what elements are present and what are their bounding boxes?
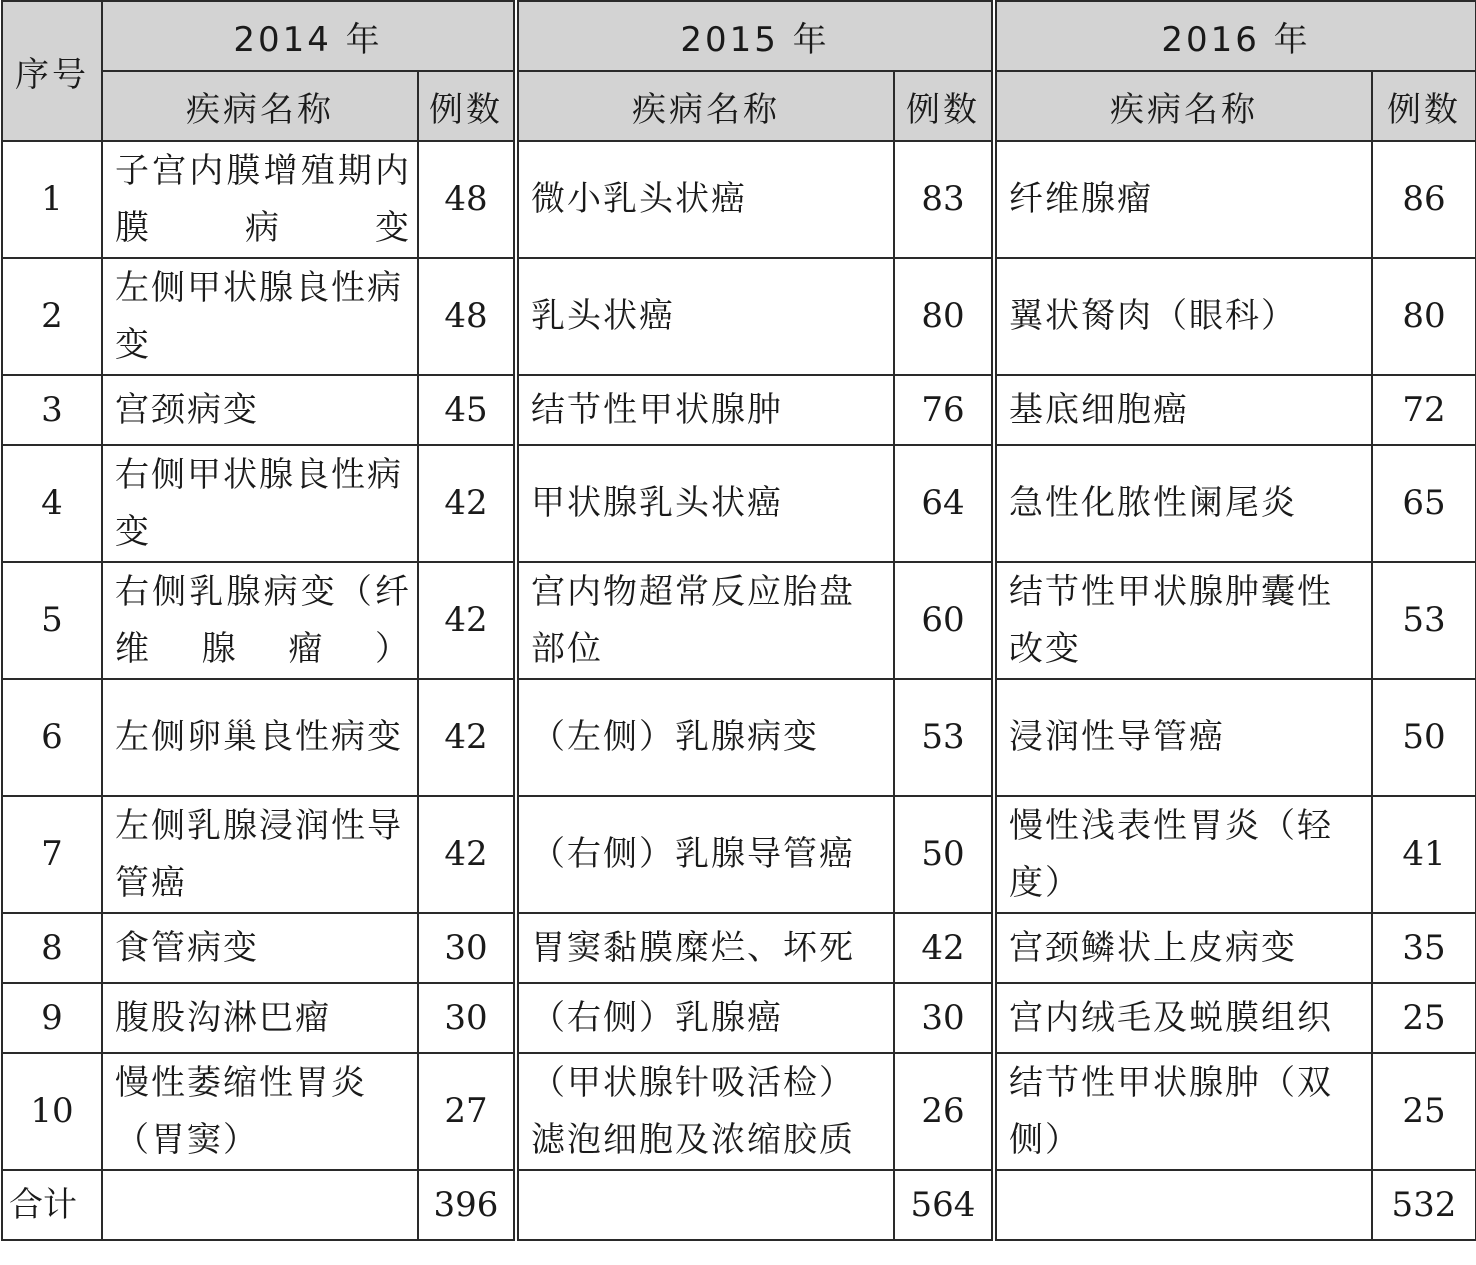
disease-name-2016: 浸润性导管癌: [994, 679, 1372, 796]
disease-name-2016: 宫颈鳞状上皮病变: [994, 913, 1372, 983]
count-2015: 76: [894, 375, 994, 445]
count-2015: 30: [894, 983, 994, 1053]
count-2016: 41: [1372, 796, 1476, 913]
count-2014: 42: [418, 796, 516, 913]
disease-name-2016: 翼状胬肉（眼科）: [994, 258, 1372, 375]
table-row: [2, 375, 1476, 445]
table-row: [2, 445, 1476, 562]
total-empty-2016: [994, 1170, 1372, 1240]
count-2014: 30: [418, 913, 516, 983]
disease-name-2015: 微小乳头状癌: [516, 141, 894, 258]
count-2016: 35: [1372, 913, 1476, 983]
row-index: 4: [2, 445, 102, 562]
disease-name-2015: 结节性甲状腺肿: [516, 375, 894, 445]
count-2016: 65: [1372, 445, 1476, 562]
row-index: 9: [2, 983, 102, 1053]
disease-name-2015: 宫内物超常反应胎盘部位: [516, 562, 894, 679]
disease-statistics-table: [1, 0, 1476, 1241]
disease-name-2016: 宫内绒毛及蜕膜组织: [994, 983, 1372, 1053]
count-header-2014: 例数: [418, 71, 516, 141]
table-row: [2, 796, 1476, 913]
count-2015: 83: [894, 141, 994, 258]
total-label: 合计: [2, 1170, 102, 1240]
disease-name-2014: 腹股沟淋巴瘤: [102, 983, 418, 1053]
row-index: 3: [2, 375, 102, 445]
row-index: 5: [2, 562, 102, 679]
total-empty-2015: [516, 1170, 894, 1240]
header-row-years: [2, 1, 1476, 71]
row-index: 1: [2, 141, 102, 258]
table-row: [2, 913, 1476, 983]
count-2014: 42: [418, 679, 516, 796]
disease-name-2014: 左侧卵巢良性病变: [102, 679, 418, 796]
count-2015: 42: [894, 913, 994, 983]
count-2014: 42: [418, 445, 516, 562]
row-index: 10: [2, 1053, 102, 1170]
disease-name-2015: （左侧）乳腺病变: [516, 679, 894, 796]
count-2016: 53: [1372, 562, 1476, 679]
count-2014: 27: [418, 1053, 516, 1170]
disease-name-2014: 右侧乳腺病变（纤维腺瘤）: [102, 562, 418, 679]
disease-name-2014: 食管病变: [102, 913, 418, 983]
total-row: [2, 1170, 1476, 1240]
table-row: [2, 1053, 1476, 1170]
row-index: 2: [2, 258, 102, 375]
count-2015: 60: [894, 562, 994, 679]
count-2015: 53: [894, 679, 994, 796]
count-2015: 64: [894, 445, 994, 562]
disease-name-2016: 急性化脓性阑尾炎: [994, 445, 1372, 562]
disease-name-2015: （甲状腺针吸活检）滤泡细胞及浓缩胶质: [516, 1053, 894, 1170]
index-header: 序号: [2, 1, 102, 141]
row-index: 8: [2, 913, 102, 983]
disease-name-2014: 子宫内膜增殖期内膜病变: [102, 141, 418, 258]
disease-name-header-2014: 疾病名称: [102, 71, 418, 141]
count-2015: 50: [894, 796, 994, 913]
disease-name-2014: 慢性萎缩性胃炎（胃窦）: [102, 1053, 418, 1170]
count-header-2016: 例数: [1372, 71, 1476, 141]
disease-name-2016: 基底细胞癌: [994, 375, 1372, 445]
total-count-2016: 532: [1372, 1170, 1476, 1240]
year-2016-header: 2016 年: [994, 1, 1476, 71]
disease-name-2014: 宫颈病变: [102, 375, 418, 445]
disease-name-2015: 甲状腺乳头状癌: [516, 445, 894, 562]
table-row: [2, 983, 1476, 1053]
total-count-2015: 564: [894, 1170, 994, 1240]
disease-name-2015: 乳头状癌: [516, 258, 894, 375]
disease-name-header-2016: 疾病名称: [994, 71, 1372, 141]
disease-name-2016: 慢性浅表性胃炎（轻度）: [994, 796, 1372, 913]
disease-name-2014: 左侧乳腺浸润性导管癌: [102, 796, 418, 913]
disease-name-2016: 纤维腺瘤: [994, 141, 1372, 258]
table-row: [2, 141, 1476, 258]
header-row-columns: [2, 71, 1476, 141]
disease-name-header-2015: 疾病名称: [516, 71, 894, 141]
disease-name-2014: 左侧甲状腺良性病变: [102, 258, 418, 375]
disease-name-2016: 结节性甲状腺肿（双侧）: [994, 1053, 1372, 1170]
count-2014: 30: [418, 983, 516, 1053]
year-2015-header: 2015 年: [516, 1, 994, 71]
count-2015: 80: [894, 258, 994, 375]
count-header-2015: 例数: [894, 71, 994, 141]
table-row: [2, 562, 1476, 679]
count-2016: 72: [1372, 375, 1476, 445]
disease-name-2015: （右侧）乳腺癌: [516, 983, 894, 1053]
total-count-2014: 396: [418, 1170, 516, 1240]
count-2016: 80: [1372, 258, 1476, 375]
disease-name-2015: 胃窦黏膜糜烂、坏死: [516, 913, 894, 983]
disease-name-2014: 右侧甲状腺良性病变: [102, 445, 418, 562]
count-2016: 86: [1372, 141, 1476, 258]
count-2014: 48: [418, 141, 516, 258]
year-2014-header: 2014 年: [102, 1, 516, 71]
disease-name-2015: （右侧）乳腺导管癌: [516, 796, 894, 913]
table-row: [2, 258, 1476, 375]
table-row: [2, 679, 1476, 796]
count-2014: 42: [418, 562, 516, 679]
count-2014: 45: [418, 375, 516, 445]
count-2016: 25: [1372, 1053, 1476, 1170]
disease-name-2016: 结节性甲状腺肿囊性改变: [994, 562, 1372, 679]
total-empty-2014: [102, 1170, 418, 1240]
row-index: 6: [2, 679, 102, 796]
count-2016: 50: [1372, 679, 1476, 796]
row-index: 7: [2, 796, 102, 913]
count-2015: 26: [894, 1053, 994, 1170]
count-2016: 25: [1372, 983, 1476, 1053]
count-2014: 48: [418, 258, 516, 375]
